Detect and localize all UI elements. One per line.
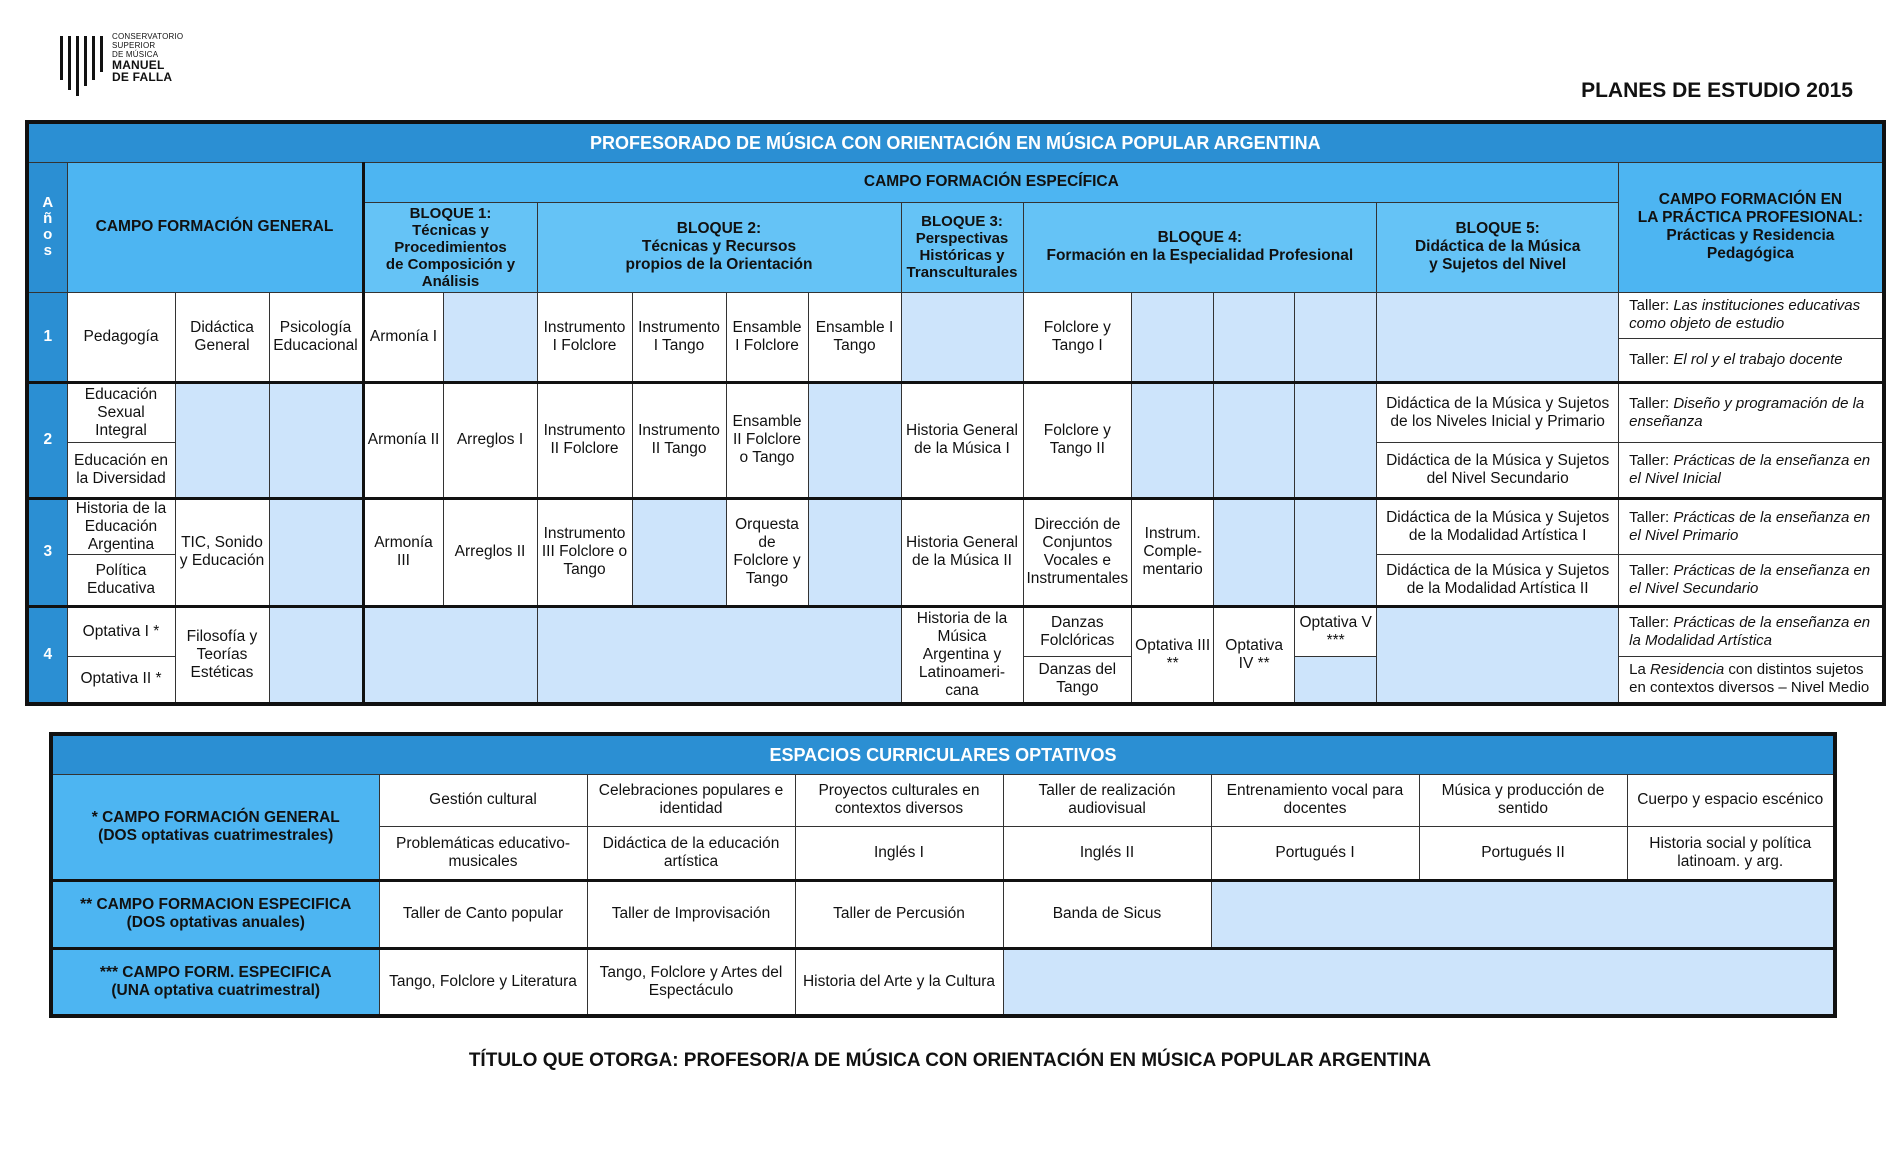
subject-didactica-artistica-2: Didáctica de la Música y Sujetos de la Modalidad Artística II (1377, 554, 1619, 606)
subject-direccion-conjuntos: Dirección de Conjuntos Vocales e Instrumentales (1023, 498, 1132, 606)
optional-subject: Portugués II (1419, 826, 1627, 880)
year-3-label: 3 (27, 498, 67, 606)
optional-subject: Banda de Sicus (1003, 880, 1211, 948)
degree-title: TÍTULO QUE OTORGA: PROFESOR/A DE MÚSICA CON ORIENTACIÓN EN MÚSICA POPULAR ARGENTINA (468, 1050, 1432, 1071)
workshop-practicas-secundario: Taller: Prácticas de la enseñanza en el Nivel Secundario (1619, 554, 1884, 606)
empty-cell (901, 292, 1023, 382)
piano-keys-icon (60, 32, 106, 96)
subject-historia-general-2: Historia General de la Música II (901, 498, 1023, 606)
empty-cell (1003, 948, 1835, 1016)
empty-cell (1214, 498, 1295, 606)
optional-specific-label: ** CAMPO FORMACION ESPECIFICA (DOS optativas anuales) (51, 880, 379, 948)
subject-educacion-diversidad: Educación en la Diversidad (67, 442, 175, 498)
subject-didactica-artistica-1: Didáctica de la Música y Sujetos de la Modalidad Artística I (1377, 498, 1619, 554)
subject-ensamble-2: Ensamble II Folclore o Tango (726, 382, 808, 498)
empty-cell (1295, 292, 1377, 382)
subject-instrumento-1-tango: Instrumento I Tango (632, 292, 726, 382)
subject-instrumento-3: Instrumento III Folclore o Tango (537, 498, 632, 606)
practice-field-header: CAMPO FORMACIÓN EN LA PRÁCTICA PROFESIONAL: Prácticas y Residencia Pedagógica (1619, 162, 1884, 292)
subject-instrumento-2-tango: Instrumento II Tango (632, 382, 726, 498)
empty-cell (808, 498, 901, 606)
empty-cell (1295, 498, 1377, 606)
optional-subject: Taller de Canto popular (379, 880, 587, 948)
optional-subject: Música y producción de sentido (1419, 774, 1627, 826)
subject-armonia-2: Armonía II (363, 382, 443, 498)
subject-optativa-2: Optativa II * (67, 656, 175, 704)
workshop-practicas-artistica: Taller: Prácticas de la enseñanza en la Modalidad Artística (1619, 606, 1884, 656)
subject-armonia-3: Armonía III (363, 498, 443, 606)
subject-tic: TIC, Sonido y Educación (175, 498, 269, 606)
empty-cell (363, 606, 537, 704)
subject-didactica-inicial-primario: Didáctica de la Música y Sujetos de los Niveles Inicial y Primario (1377, 382, 1619, 442)
optional-subject: Tango, Folclore y Artes del Espectáculo (587, 948, 795, 1016)
subject-instrumento-2-folclore: Instrumento II Folclore (537, 382, 632, 498)
optional-subject: Didáctica de la educación artística (587, 826, 795, 880)
subject-esi: Educación Sexual Integral (67, 382, 175, 442)
block-2-header: BLOQUE 2: Técnicas y Recursos propios de la Orientación (537, 202, 901, 292)
subject-instrumento-1-folclore: Instrumento I Folclore (537, 292, 632, 382)
block-4-header: BLOQUE 4: Formación en la Especialidad Profesional (1023, 202, 1377, 292)
empty-cell (1295, 382, 1377, 498)
block-5-header: BLOQUE 5: Didáctica de la Música y Sujetos del Nivel (1377, 202, 1619, 292)
optional-subject: Entrenamiento vocal para docentes (1211, 774, 1419, 826)
subject-folclore-tango-1: Folclore y Tango I (1023, 292, 1132, 382)
empty-cell (269, 498, 363, 606)
optional-subject: Cuerpo y espacio escénico (1627, 774, 1835, 826)
optional-subject: Celebraciones populares e identidad (587, 774, 795, 826)
optional-subject: Historia social y política latinoam. y arg. (1627, 826, 1835, 880)
workshop-rol-docente: Taller: El rol y el trabajo docente (1619, 338, 1884, 382)
subject-optativa-4: Optativa IV ** (1214, 606, 1295, 704)
subject-didactica-general: Didáctica General (175, 292, 269, 382)
conservatory-logo (60, 32, 200, 96)
plan-year-title: PLANES DE ESTUDIO 2015 (1581, 79, 1853, 102)
subject-danzas-tango: Danzas del Tango (1023, 656, 1132, 704)
block-3-header: BLOQUE 3: Perspectivas Históricas y Transculturales (901, 202, 1023, 292)
subject-optativa-3: Optativa III ** (1132, 606, 1214, 704)
empty-cell (269, 606, 363, 704)
optional-general-label: * CAMPO FORMACIÓN GENERAL (DOS optativas cuatrimestrales) (51, 774, 379, 880)
subject-historia-musica-argentina: Historia de la Música Argentina y Latinoameri- cana (901, 606, 1023, 704)
year-4-label: 4 (27, 606, 67, 704)
empty-cell (1132, 292, 1214, 382)
empty-cell (269, 382, 363, 498)
workshop-instituciones: Taller: Las instituciones educativas como objeto de estudio (1619, 292, 1884, 338)
optional-subject: Taller de Percusión (795, 880, 1003, 948)
empty-cell (1214, 292, 1295, 382)
optional-subject: Historia del Arte y la Cultura (795, 948, 1003, 1016)
subject-filosofia: Filosofía y Teorías Estéticas (175, 606, 269, 704)
empty-cell (1211, 880, 1835, 948)
subject-armonia-1: Armonía I (363, 292, 443, 382)
subject-arreglos-2: Arreglos II (443, 498, 537, 606)
optional-title: ESPACIOS CURRICULARES OPTATIVOS (51, 734, 1835, 774)
optional-subject: Taller de Improvisación (587, 880, 795, 948)
workshop-diseno-programacion: Taller: Diseño y programación de la enseñanza (1619, 382, 1884, 442)
subject-orquesta: Orquesta de Folclore y Tango (726, 498, 808, 606)
specific-field-header: CAMPO FORMACIÓN ESPECÍFICA (363, 162, 1619, 202)
subject-historia-educacion: Historia de la Educación Argentina (67, 498, 175, 554)
block-1-header: BLOQUE 1: Técnicas y Procedimientos de Composición y Análisis (363, 202, 537, 292)
subject-pedagogia: Pedagogía (67, 292, 175, 382)
empty-cell (1132, 382, 1214, 498)
subject-psicologia: Psicología Educacional (269, 292, 363, 382)
subject-politica-educativa: Política Educativa (67, 554, 175, 606)
empty-cell (537, 606, 901, 704)
subject-instrumento-complementario: Instrum. Comple- mentario (1132, 498, 1214, 606)
optional-subject: Inglés II (1003, 826, 1211, 880)
empty-cell (1377, 292, 1619, 382)
subject-ensamble-1-tango: Ensamble I Tango (808, 292, 901, 382)
logo-text: CONSERVATORIO SUPERIOR DE MÚSICA MANUEL DE FALLA (112, 32, 184, 84)
subject-arreglos-1: Arreglos I (443, 382, 537, 498)
residencia-nivel-medio: La Residencia con distintos sujetos en contextos diversos – Nivel Medio (1619, 656, 1884, 704)
optional-subject: Taller de realización audiovisual (1003, 774, 1211, 826)
optional-subject: Portugués I (1211, 826, 1419, 880)
main-title: PROFESORADO DE MÚSICA CON ORIENTACIÓN EN MÚSICA POPULAR ARGENTINA (27, 122, 1884, 162)
subject-ensamble-1-folclore: Ensamble I Folclore (726, 292, 808, 382)
years-header: A ñ o s (27, 162, 67, 292)
year-1-label: 1 (27, 292, 67, 382)
empty-cell (808, 382, 901, 498)
optional-subject: Gestión cultural (379, 774, 587, 826)
subject-optativa-5: Optativa V *** (1295, 606, 1377, 656)
optional-subject: Tango, Folclore y Literatura (379, 948, 587, 1016)
optional-subject: Problemáticas educativo-musicales (379, 826, 587, 880)
subject-optativa-1: Optativa I * (67, 606, 175, 656)
empty-cell (175, 382, 269, 498)
year-2-label: 2 (27, 382, 67, 498)
general-field-header: CAMPO FORMACIÓN GENERAL (67, 162, 363, 292)
subject-folclore-tango-2: Folclore y Tango II (1023, 382, 1132, 498)
empty-cell (443, 292, 537, 382)
optional-subject: Proyectos culturales en contextos diversos (795, 774, 1003, 826)
empty-cell (1295, 656, 1377, 704)
empty-cell (632, 498, 726, 606)
empty-cell (1214, 382, 1295, 498)
workshop-practicas-inicial: Taller: Prácticas de la enseñanza en el Nivel Inicial (1619, 442, 1884, 498)
empty-cell (1377, 606, 1619, 704)
subject-historia-general-1: Historia General de la Música I (901, 382, 1023, 498)
optional-subjects-table (49, 732, 1837, 1018)
optional-single-label: *** CAMPO FORM. ESPECIFICA (UNA optativa cuatrimestral) (51, 948, 379, 1016)
study-plan-table (25, 120, 1886, 706)
optional-subject: Inglés I (795, 826, 1003, 880)
subject-didactica-secundario: Didáctica de la Música y Sujetos del Nivel Secundario (1377, 442, 1619, 498)
subject-danzas-folcloricas: Danzas Folclóricas (1023, 606, 1132, 656)
workshop-practicas-primario: Taller: Prácticas de la enseñanza en el Nivel Primario (1619, 498, 1884, 554)
